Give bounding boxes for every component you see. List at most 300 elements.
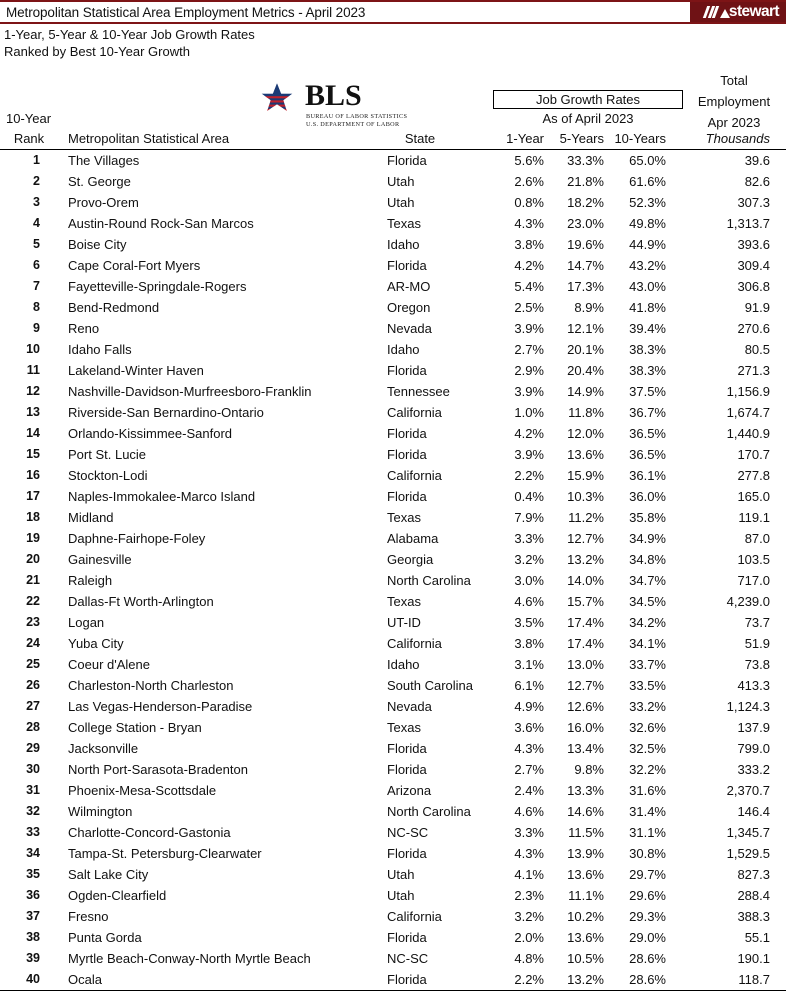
cell-growth-10-years: 28.6% — [629, 951, 666, 966]
cell-total-employment: 146.4 — [737, 804, 770, 819]
cell-total-employment: 388.3 — [737, 909, 770, 924]
table-row[interactable] — [0, 675, 786, 696]
cell-rank: 1 — [33, 153, 40, 167]
cell-total-employment: 393.6 — [737, 237, 770, 252]
cell-growth-10-years: 28.6% — [629, 972, 666, 987]
cell-total-employment: 2,370.7 — [726, 783, 770, 798]
cell-msa-name: Myrtle Beach-Conway-North Myrtle Beach — [68, 951, 311, 966]
title-bar — [0, 0, 786, 24]
cell-growth-5-years: 10.5% — [567, 951, 604, 966]
cell-growth-5-years: 11.2% — [568, 510, 604, 525]
cell-msa-name: Lakeland-Winter Haven — [68, 363, 204, 378]
cell-total-employment: 55.1 — [744, 930, 770, 945]
cell-growth-1-year: 3.3% — [514, 531, 544, 546]
cell-growth-5-years: 12.7% — [567, 678, 604, 693]
cell-state: Florida — [387, 972, 427, 987]
cell-msa-name: Idaho Falls — [68, 342, 132, 357]
cell-growth-10-years: 49.8% — [629, 216, 666, 231]
cell-growth-10-years: 33.2% — [629, 699, 666, 714]
cell-rank: 29 — [26, 741, 40, 755]
cell-growth-10-years: 29.0% — [629, 930, 666, 945]
stewart-caret-icon — [720, 9, 730, 18]
cell-rank: 27 — [26, 699, 40, 713]
cell-rank: 31 — [26, 783, 40, 797]
cell-state: Nevada — [387, 321, 432, 336]
cell-total-employment: 103.5 — [737, 552, 770, 567]
cell-total-employment: 270.6 — [737, 321, 770, 336]
cell-growth-5-years: 16.0% — [567, 720, 604, 735]
cell-growth-1-year: 7.9% — [514, 510, 544, 525]
cell-state: Utah — [387, 888, 415, 903]
cell-growth-1-year: 3.8% — [514, 237, 544, 252]
cell-growth-5-years: 9.8% — [574, 762, 604, 777]
cell-rank: 2 — [33, 174, 40, 188]
cell-msa-name: Orlando-Kissimmee-Sanford — [68, 426, 233, 441]
table-row[interactable] — [0, 549, 786, 570]
cell-state: NC-SC — [387, 825, 429, 840]
table-row[interactable] — [0, 171, 786, 192]
cell-msa-name: North Port-Sarasota-Bradenton — [68, 762, 248, 777]
table-row[interactable] — [0, 633, 786, 654]
bls-subtitle-department: U.S. DEPARTMENT OF LABOR — [306, 121, 400, 128]
cell-rank: 20 — [26, 552, 40, 566]
cell-state: Florida — [387, 846, 427, 861]
cell-msa-name: Coeur d'Alene — [68, 657, 150, 672]
page-title: Metropolitan Statistical Area Employment Metrics - April 2023 — [6, 4, 366, 20]
cell-state: California — [387, 909, 442, 924]
table-row[interactable] — [0, 885, 786, 906]
cell-state: Utah — [387, 195, 415, 210]
cell-msa-name: Provo-Orem — [68, 195, 139, 210]
cell-growth-5-years: 12.6% — [567, 699, 604, 714]
table-row[interactable] — [0, 465, 786, 486]
cell-total-employment: 137.9 — [737, 720, 770, 735]
table-row[interactable] — [0, 570, 786, 591]
cell-rank: 14 — [26, 426, 40, 440]
col-header-rank[interactable]: Rank — [0, 131, 58, 150]
cell-rank: 17 — [26, 489, 40, 503]
table-row[interactable] — [0, 318, 786, 339]
ten-year-rank-label: 10-Year — [6, 111, 52, 126]
cell-total-employment: 827.3 — [737, 867, 770, 882]
table-row[interactable] — [0, 612, 786, 633]
cell-growth-10-years: 61.6% — [629, 174, 666, 189]
cell-rank: 4 — [33, 216, 40, 230]
table-row[interactable] — [0, 906, 786, 927]
cell-msa-name: Riverside-San Bernardino-Ontario — [68, 405, 264, 420]
table-row[interactable] — [0, 423, 786, 444]
cell-msa-name: Fresno — [68, 909, 109, 924]
cell-rank: 21 — [26, 573, 40, 587]
cell-growth-10-years: 34.5% — [629, 594, 666, 609]
table-row[interactable] — [0, 381, 786, 402]
table-body — [0, 150, 786, 991]
col-header-msa[interactable]: Metropolitan Statistical Area — [58, 131, 370, 150]
table-row[interactable] — [0, 864, 786, 885]
cell-growth-10-years: 36.5% — [629, 426, 666, 441]
cell-msa-name: Naples-Immokalee-Marco Island — [68, 489, 256, 504]
job-growth-rates-group-box — [493, 90, 683, 109]
cell-state: Florida — [387, 153, 427, 168]
cell-growth-5-years: 13.3% — [567, 783, 604, 798]
cell-growth-5-years: 17.3% — [567, 279, 604, 294]
cell-growth-1-year: 6.1% — [514, 678, 544, 693]
cell-msa-name: The Villages — [68, 153, 140, 168]
cell-rank: 36 — [26, 888, 40, 902]
cell-growth-5-years: 12.0% — [567, 426, 604, 441]
table-row[interactable] — [0, 801, 786, 822]
cell-growth-10-years: 31.6% — [629, 783, 666, 798]
cell-state: Alabama — [387, 531, 439, 546]
table-row[interactable] — [0, 234, 786, 255]
col-header-1-year[interactable]: 1-Year — [486, 131, 544, 150]
stewart-wordmark: stewart — [728, 3, 779, 21]
table-row[interactable] — [0, 822, 786, 843]
cell-rank: 26 — [26, 678, 40, 692]
cell-total-employment: 190.1 — [737, 951, 770, 966]
cell-rank: 35 — [26, 867, 40, 881]
cell-total-employment: 1,313.7 — [726, 216, 770, 231]
cell-msa-name: Cape Coral-Fort Myers — [68, 258, 201, 273]
cell-growth-10-years: 30.8% — [629, 846, 666, 861]
cell-growth-5-years: 13.2% — [567, 552, 604, 567]
cell-growth-1-year: 4.8% — [514, 951, 544, 966]
cell-rank: 32 — [26, 804, 40, 818]
table-row[interactable] — [0, 507, 786, 528]
cell-growth-5-years: 13.9% — [567, 846, 604, 861]
cell-growth-1-year: 3.1% — [514, 657, 544, 672]
cell-state: Florida — [387, 489, 427, 504]
cell-growth-1-year: 2.5% — [514, 300, 544, 315]
table-row[interactable] — [0, 297, 786, 318]
cell-growth-10-years: 39.4% — [629, 321, 666, 336]
cell-state: California — [387, 405, 442, 420]
cell-growth-1-year: 3.9% — [514, 447, 544, 462]
cell-state: Nevada — [387, 699, 432, 714]
cell-msa-name: Charlotte-Concord-Gastonia — [68, 825, 231, 840]
cell-total-employment: 73.7 — [744, 615, 770, 630]
cell-growth-10-years: 31.1% — [629, 825, 666, 840]
cell-state: Idaho — [387, 237, 420, 252]
cell-total-employment: 82.6 — [744, 174, 770, 189]
cell-total-employment: 799.0 — [737, 741, 770, 756]
cell-growth-5-years: 20.4% — [567, 363, 604, 378]
cell-growth-10-years: 34.2% — [629, 615, 666, 630]
cell-growth-10-years: 52.3% — [629, 195, 666, 210]
total-employment-header — [686, 70, 782, 133]
report-header — [0, 24, 786, 131]
cell-total-employment: 4,239.0 — [726, 594, 770, 609]
cell-growth-5-years: 8.9% — [574, 300, 604, 315]
cell-growth-10-years: 32.2% — [629, 762, 666, 777]
cell-msa-name: Ogden-Clearfield — [68, 888, 167, 903]
cell-growth-1-year: 4.2% — [514, 258, 544, 273]
cell-total-employment: 165.0 — [737, 489, 770, 504]
cell-growth-5-years: 15.7% — [567, 594, 604, 609]
cell-growth-5-years: 23.0% — [567, 216, 604, 231]
cell-rank: 8 — [33, 300, 40, 314]
cell-rank: 39 — [26, 951, 40, 965]
cell-rank: 23 — [26, 615, 40, 629]
cell-msa-name: Punta Gorda — [68, 930, 142, 945]
cell-growth-1-year: 1.0% — [514, 405, 544, 420]
cell-msa-name: Reno — [68, 321, 100, 336]
cell-msa-name: Ocala — [68, 972, 102, 987]
cell-state: Texas — [387, 720, 421, 735]
table-row[interactable] — [0, 780, 786, 801]
table-header — [0, 131, 786, 150]
table-row[interactable] — [0, 717, 786, 738]
cell-growth-1-year: 2.7% — [514, 342, 544, 357]
cell-state: UT-ID — [387, 615, 421, 630]
cell-rank: 5 — [33, 237, 40, 251]
metrics-table-wrapper — [0, 131, 786, 991]
cell-growth-1-year: 0.8% — [514, 195, 544, 210]
cell-msa-name: St. George — [68, 174, 131, 189]
col-header-10-years[interactable]: 10-Years — [604, 131, 666, 150]
table-row[interactable] — [0, 339, 786, 360]
cell-growth-5-years: 21.8% — [567, 174, 604, 189]
cell-growth-10-years: 29.7% — [629, 867, 666, 882]
cell-msa-name: College Station - Bryan — [68, 720, 202, 735]
table-row[interactable] — [0, 486, 786, 507]
cell-total-employment: 87.0 — [744, 531, 770, 546]
cell-rank: 10 — [26, 342, 40, 356]
table-row[interactable] — [0, 843, 786, 864]
cell-msa-name: Yuba City — [68, 636, 124, 651]
cell-growth-1-year: 3.0% — [514, 573, 544, 588]
cell-state: Texas — [387, 594, 421, 609]
cell-growth-1-year: 4.1% — [514, 867, 544, 882]
cell-msa-name: Logan — [68, 615, 105, 630]
cell-state: Florida — [387, 363, 427, 378]
cell-growth-5-years: 14.0% — [567, 573, 604, 588]
cell-growth-1-year: 5.6% — [514, 153, 544, 168]
total-employment-line-2: Employment — [697, 94, 771, 109]
cell-msa-name: Raleigh — [68, 573, 113, 588]
cell-state: Florida — [387, 258, 427, 273]
bls-star-icon — [257, 82, 303, 116]
table-row[interactable] — [0, 969, 786, 990]
cell-msa-name: Bend-Redmond — [68, 300, 160, 315]
cell-growth-1-year: 2.2% — [514, 972, 544, 987]
cell-growth-10-years: 34.7% — [629, 573, 666, 588]
cell-msa-name: Jacksonville — [68, 741, 139, 756]
table-row[interactable] — [0, 528, 786, 549]
cell-rank: 13 — [26, 405, 40, 419]
cell-growth-1-year: 3.6% — [514, 720, 544, 735]
cell-rank: 6 — [33, 258, 40, 272]
table-row[interactable] — [0, 150, 786, 172]
table-row[interactable] — [0, 213, 786, 234]
cell-msa-name: Tampa-St. Petersburg-Clearwater — [68, 846, 262, 861]
cell-growth-1-year: 3.2% — [514, 552, 544, 567]
cell-growth-5-years: 13.0% — [567, 657, 604, 672]
table-row[interactable] — [0, 276, 786, 297]
cell-growth-1-year: 2.0% — [514, 930, 544, 945]
bls-subtitle-bureau: BUREAU OF LABOR STATISTICS — [306, 113, 408, 120]
cell-msa-name: Las Vegas-Henderson-Paradise — [68, 699, 253, 714]
cell-rank: 18 — [26, 510, 40, 524]
col-header-state[interactable]: State — [370, 131, 486, 150]
cell-total-employment: 288.4 — [737, 888, 770, 903]
cell-growth-10-years: 36.5% — [629, 447, 666, 462]
cell-growth-1-year: 3.9% — [514, 384, 544, 399]
cell-growth-1-year: 3.3% — [514, 825, 544, 840]
cell-rank: 7 — [33, 279, 40, 293]
cell-msa-name: Charleston-North Charleston — [68, 678, 234, 693]
cell-total-employment: 307.3 — [737, 195, 770, 210]
cell-growth-10-years: 36.0% — [629, 489, 666, 504]
table-row[interactable] — [0, 738, 786, 759]
cell-rank: 25 — [26, 657, 40, 671]
table-row[interactable] — [0, 360, 786, 381]
cell-rank: 38 — [26, 930, 40, 944]
cell-state: Utah — [387, 174, 415, 189]
cell-total-employment: 333.2 — [737, 762, 770, 777]
cell-growth-5-years: 20.1% — [567, 342, 604, 357]
bls-logo — [257, 79, 408, 130]
cell-growth-10-years: 65.0% — [629, 153, 666, 168]
cell-state: Idaho — [387, 342, 420, 357]
cell-rank: 30 — [26, 762, 40, 776]
cell-state: North Carolina — [387, 573, 471, 588]
table-row[interactable] — [0, 591, 786, 612]
cell-total-employment: 413.3 — [737, 678, 770, 693]
cell-msa-name: Nashville-Davidson-Murfreesboro-Franklin — [68, 384, 312, 399]
cell-growth-10-years: 37.5% — [629, 384, 666, 399]
cell-growth-5-years: 11.1% — [568, 888, 604, 903]
table-row[interactable] — [0, 444, 786, 465]
stewart-slashes-icon — [705, 6, 719, 18]
cell-state: California — [387, 636, 442, 651]
cell-total-employment: 119.1 — [738, 510, 770, 525]
msa-employment-table — [0, 131, 786, 990]
cell-growth-1-year: 2.3% — [514, 888, 544, 903]
total-employment-line-1: Total — [720, 73, 748, 88]
cell-growth-10-years: 32.5% — [629, 741, 666, 756]
cell-growth-5-years: 17.4% — [567, 636, 604, 651]
table-row[interactable] — [0, 192, 786, 213]
cell-state: Idaho — [387, 657, 420, 672]
stewart-logo — [690, 2, 786, 22]
cell-growth-5-years: 10.2% — [567, 909, 604, 924]
table-row[interactable] — [0, 927, 786, 948]
cell-growth-10-years: 29.6% — [629, 888, 666, 903]
cell-rank: 28 — [26, 720, 40, 734]
cell-total-employment: 1,156.9 — [726, 384, 770, 399]
table-row[interactable] — [0, 255, 786, 276]
cell-rank: 24 — [26, 636, 40, 650]
cell-total-employment: 1,529.5 — [726, 846, 770, 861]
table-row[interactable] — [0, 696, 786, 717]
cell-growth-5-years: 13.6% — [567, 867, 604, 882]
cell-growth-1-year: 4.3% — [514, 216, 544, 231]
cell-state: Florida — [387, 930, 427, 945]
cell-state: Georgia — [387, 552, 434, 567]
cell-growth-5-years: 14.7% — [567, 258, 604, 273]
cell-state: Florida — [387, 741, 427, 756]
cell-growth-1-year: 4.2% — [514, 426, 544, 441]
col-header-5-years[interactable]: 5-Years — [544, 131, 604, 150]
cell-rank: 11 — [26, 363, 40, 377]
cell-growth-5-years: 10.3% — [567, 489, 604, 504]
cell-growth-10-years: 44.9% — [629, 237, 666, 252]
cell-growth-1-year: 3.9% — [514, 321, 544, 336]
cell-total-employment: 118.7 — [738, 972, 770, 987]
cell-growth-5-years: 12.7% — [567, 531, 604, 546]
table-row[interactable] — [0, 402, 786, 423]
cell-growth-1-year: 2.7% — [514, 762, 544, 777]
cell-total-employment: 91.9 — [744, 300, 770, 315]
total-employment-line-3: Apr 2023 — [707, 115, 761, 130]
cell-growth-1-year: 2.6% — [514, 174, 544, 189]
cell-state: Texas — [387, 216, 421, 231]
table-header-row — [0, 131, 786, 150]
cell-growth-5-years: 33.3% — [567, 153, 604, 168]
cell-growth-5-years: 11.5% — [568, 825, 604, 840]
cell-rank: 19 — [26, 531, 40, 545]
cell-state: South Carolina — [387, 678, 473, 693]
col-header-thousands[interactable]: Thousands — [666, 131, 786, 150]
cell-state: Oregon — [387, 300, 431, 315]
cell-total-employment: 39.6 — [744, 153, 770, 168]
cell-state: North Carolina — [387, 804, 471, 819]
cell-rank: 15 — [26, 447, 40, 461]
cell-state: Arizona — [387, 783, 432, 798]
table-row[interactable] — [0, 654, 786, 675]
cell-growth-1-year: 2.9% — [514, 363, 544, 378]
cell-growth-1-year: 2.4% — [514, 783, 544, 798]
cell-growth-10-years: 29.3% — [629, 909, 666, 924]
cell-growth-10-years: 38.3% — [629, 363, 666, 378]
cell-state: Tennessee — [387, 384, 450, 399]
cell-growth-1-year: 4.3% — [514, 741, 544, 756]
table-row[interactable] — [0, 759, 786, 780]
cell-growth-10-years: 35.8% — [629, 510, 666, 525]
cell-growth-5-years: 13.4% — [567, 741, 604, 756]
job-growth-rates-asof: As of April 2023 — [542, 111, 634, 126]
cell-msa-name: Midland — [68, 510, 114, 525]
cell-growth-10-years: 32.6% — [629, 720, 666, 735]
cell-growth-10-years: 31.4% — [629, 804, 666, 819]
table-row[interactable] — [0, 948, 786, 969]
cell-growth-10-years: 36.7% — [629, 405, 666, 420]
cell-state: Florida — [387, 426, 427, 441]
cell-rank: 12 — [26, 384, 40, 398]
cell-msa-name: Salt Lake City — [68, 867, 149, 882]
cell-total-employment: 306.8 — [737, 279, 770, 294]
cell-msa-name: Gainesville — [68, 552, 132, 567]
cell-state: Florida — [387, 762, 427, 777]
cell-growth-10-years: 38.3% — [629, 342, 666, 357]
cell-total-employment: 80.5 — [744, 342, 770, 357]
cell-growth-5-years: 18.2% — [567, 195, 604, 210]
cell-msa-name: Wilmington — [68, 804, 133, 819]
cell-growth-1-year: 4.9% — [514, 699, 544, 714]
cell-rank: 22 — [26, 594, 40, 608]
cell-growth-1-year: 0.4% — [514, 489, 544, 504]
cell-total-employment: 1,345.7 — [726, 825, 770, 840]
cell-rank: 3 — [33, 195, 40, 209]
cell-growth-1-year: 4.6% — [514, 594, 544, 609]
cell-msa-name: Dallas-Ft Worth-Arlington — [68, 594, 214, 609]
cell-msa-name: Austin-Round Rock-San Marcos — [68, 216, 254, 231]
bls-wordmark: BLS — [305, 79, 362, 112]
cell-growth-1-year: 3.8% — [514, 636, 544, 651]
cell-msa-name: Boise City — [68, 237, 127, 252]
cell-growth-1-year: 4.6% — [514, 804, 544, 819]
